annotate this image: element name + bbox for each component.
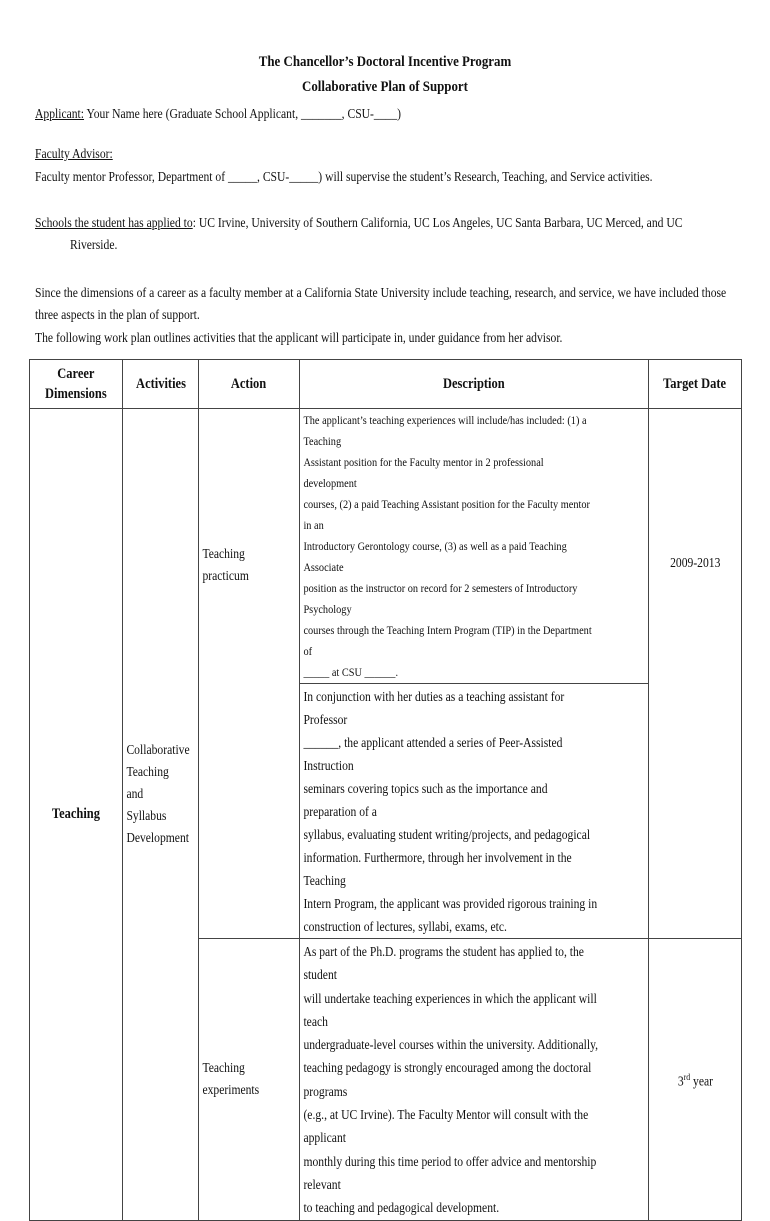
work-plan-paragraph: The following work plan outlines activities that the applicant will participate in, under guidance from her advisor. bbox=[35, 330, 563, 345]
activity-line3: Syllabus bbox=[126, 808, 167, 824]
action-practicum-cell bbox=[199, 409, 300, 939]
header-description bbox=[300, 360, 649, 409]
description-1 bbox=[300, 409, 599, 683]
action-practicum bbox=[199, 543, 285, 587]
action-practicum-line2: practicum bbox=[202, 568, 249, 583]
action-experiments bbox=[199, 1057, 285, 1101]
desc2-line: ______, the applicant attended a series of Peer-Assisted Instruction bbox=[303, 735, 563, 773]
desc1-line: position as the instructor on record for 2 semesters of Introductory Psychology bbox=[303, 581, 578, 616]
header-activities bbox=[123, 360, 199, 409]
intro-paragraph-line2: three aspects in the plan of support. bbox=[35, 307, 200, 322]
description-2 bbox=[300, 684, 599, 938]
description-cell-3 bbox=[300, 939, 649, 1221]
activity-label bbox=[123, 739, 188, 849]
schools-continued: Riverside. bbox=[70, 237, 118, 252]
desc2-line: syllabus, evaluating student writing/projects, and pedagogical bbox=[303, 827, 591, 842]
desc3-line: undergraduate-level courses within the university. Additionally, bbox=[303, 1037, 599, 1053]
schools-line bbox=[35, 215, 682, 231]
activity-line4: Development bbox=[126, 830, 189, 846]
target2-suffix: rd bbox=[683, 1072, 690, 1083]
applicant-line bbox=[35, 106, 401, 122]
document-subtitle: Collaborative Plan of Support bbox=[302, 79, 468, 95]
header-career-line2: Dimensions bbox=[45, 386, 107, 402]
header-career-line1: Career bbox=[57, 366, 95, 382]
desc2-line: In conjunction with her duties as a teaching assistant for Professor bbox=[303, 689, 565, 727]
desc3-line: As part of the Ph.D. programs the student has applied to, the student bbox=[303, 944, 584, 983]
desc3-line: (e.g., at UC Irvine). The Faculty Mentor will consult with the applicant bbox=[303, 1107, 589, 1146]
target2-number: 3 bbox=[677, 1073, 684, 1089]
header-action bbox=[199, 360, 300, 409]
action-experiments-line2: experiments bbox=[202, 1082, 260, 1098]
career-dimension-cell bbox=[30, 409, 123, 1221]
intro-paragraph-line1: Since the dimensions of a career as a faculty member at a California State University include teaching, research, and service, we have included those bbox=[35, 285, 727, 300]
target-date-1: 2009-2013 bbox=[669, 555, 721, 570]
schools-text: : UC Irvine, University of Southern California, UC Los Angeles, UC Santa Barbara, UC Merced, and UC bbox=[192, 215, 683, 230]
activity-line1: Collaborative bbox=[126, 742, 190, 758]
table-row bbox=[30, 409, 742, 684]
desc2-line: Intern Program, the applicant was provided rigorous training in bbox=[303, 896, 598, 911]
applicant-label: Applicant: bbox=[35, 106, 85, 121]
desc1-line: Introductory Gerontology course, (3) as well as a paid Teaching Associate bbox=[303, 539, 567, 574]
table-header-row bbox=[30, 360, 742, 409]
desc1-line: Assistant position for the Faculty mentor in 2 professional development bbox=[303, 455, 544, 490]
plan-table bbox=[29, 359, 742, 1221]
target-date-cell-1 bbox=[649, 409, 742, 939]
career-dimension-teaching: Teaching bbox=[51, 806, 101, 823]
activity-cell bbox=[123, 409, 199, 1221]
schools-label: Schools the student has applied to bbox=[35, 215, 193, 230]
desc2-line: construction of lectures, syllabi, exams, etc. bbox=[303, 919, 507, 934]
target-date-2 bbox=[677, 1066, 712, 1093]
document-title: The Chancellor’s Doctoral Incentive Program bbox=[258, 54, 512, 70]
activity-line2: Teaching and bbox=[126, 764, 169, 802]
desc2-line: information. Furthermore, through her involvement in the Teaching bbox=[303, 850, 572, 888]
header-action-label: Action bbox=[231, 376, 267, 392]
desc1-line: The applicant’s teaching experiences will include/has included: (1) a Teaching bbox=[303, 413, 587, 448]
advisor-label: Faculty Advisor: bbox=[35, 146, 113, 161]
desc1-line: _____ at CSU ______. bbox=[303, 665, 399, 679]
desc3-line: monthly during this time period to offer advice and mentorship relevant bbox=[303, 1153, 597, 1192]
desc3-line: to teaching and pedagogical development. bbox=[303, 1200, 500, 1216]
desc1-line: courses, (2) a paid Teaching Assistant position for the Faculty mentor in an bbox=[303, 497, 591, 532]
desc3-line: will undertake teaching experiences in which the applicant will teach bbox=[303, 990, 597, 1029]
header-target-date bbox=[649, 360, 742, 409]
header-activities-label: Activities bbox=[135, 376, 186, 392]
header-description-label: Description bbox=[443, 376, 505, 392]
description-3 bbox=[300, 939, 599, 1220]
applicant-text: Your Name here (Graduate School Applicant, _______, CSU-____) bbox=[84, 106, 401, 121]
desc2-line: seminars covering topics such as the importance and preparation of a bbox=[303, 781, 548, 819]
desc3-line: teaching pedagogy is strongly encouraged among the doctoral programs bbox=[303, 1060, 592, 1099]
header-career-dimensions bbox=[30, 360, 123, 409]
action-experiments-line1: Teaching bbox=[202, 1060, 245, 1076]
advisor-label-line bbox=[35, 146, 113, 162]
description-cell-2 bbox=[300, 684, 649, 939]
action-practicum-line1: Teaching bbox=[202, 546, 245, 561]
target2-rest: year bbox=[689, 1073, 713, 1089]
action-experiments-cell bbox=[199, 939, 300, 1221]
header-target-label: Target Date bbox=[663, 376, 727, 392]
desc1-line: courses through the Teaching Intern Program (TIP) in the Department of bbox=[303, 623, 592, 658]
target-date-cell-2 bbox=[649, 939, 742, 1221]
description-cell-1 bbox=[300, 409, 649, 684]
advisor-text: Faculty mentor Professor, Department of _____, CSU-_____) will supervise the student’s Research, Teaching, and Service activities. bbox=[35, 169, 653, 184]
